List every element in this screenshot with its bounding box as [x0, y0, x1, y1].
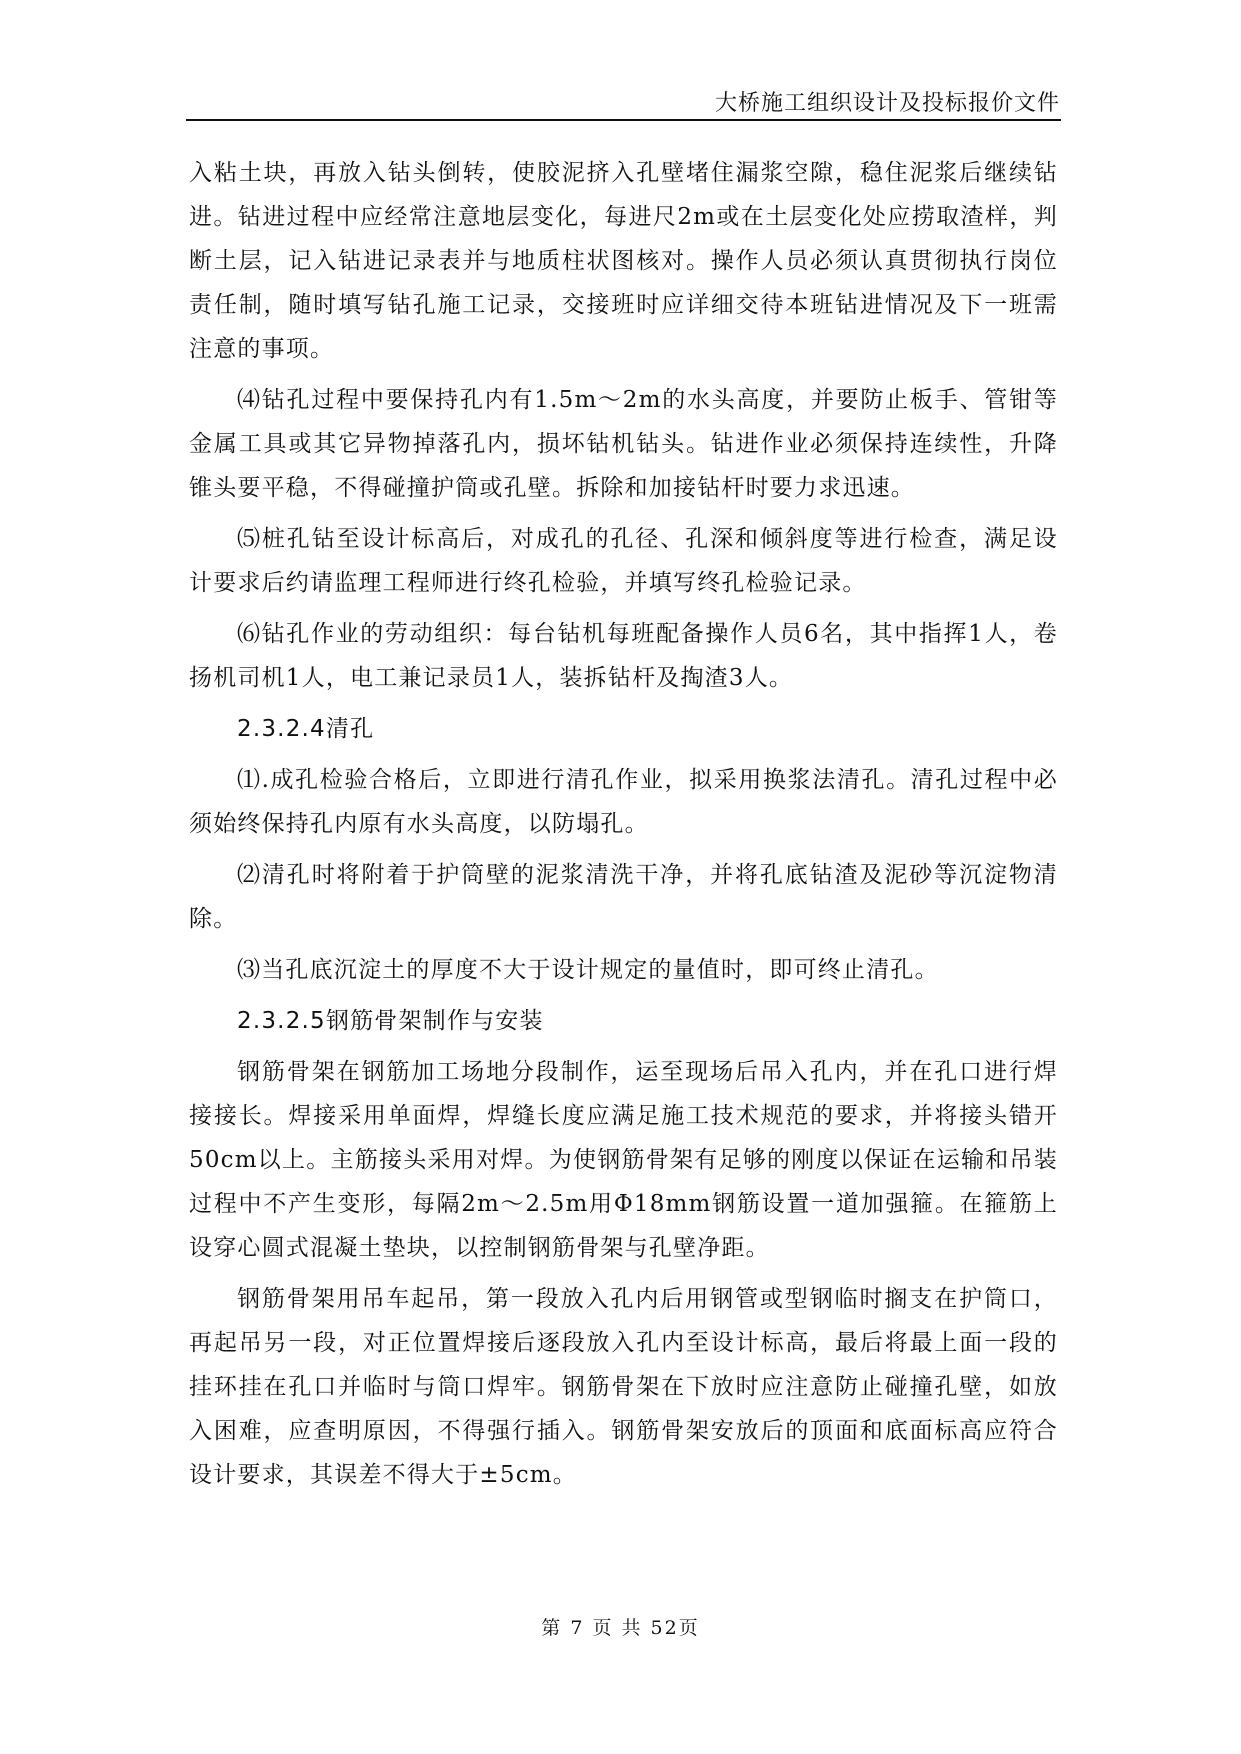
body-paragraph: ⑶当孔底沉淀土的厚度不大于设计规定的量值时，即可终止清孔。: [237, 957, 939, 983]
page-number: 第 7 页 共 52页: [541, 1617, 700, 1639]
body-paragraph: ⑸桩孔钻至设计标高后，对成孔的孔径、孔深和倾斜度等进行检查，满足设计要求后约请监理工程师进行终孔检验，并填写终孔检验记录。: [189, 526, 1058, 596]
body-paragraph: 入粘土块，再放入钻头倒转，使胶泥挤入孔壁堵住漏浆空隙，稳住泥浆后继续钻进。钻进过程中应经常注意地层变化，每进尺2m或在土层变化处应捞取渣样，判断土层，记入钻进记录表并与地质柱状图核对。操作人员必须认真贯彻执行岗位责任制，随时填写钻孔施工记录，交接班时应详细交待本班钻进情况及下一班需注意的事项。: [189, 160, 1058, 362]
body-paragraph: ⑵清孔时将附着于护筒壁的泥浆清洗干净，并将孔底钻渣及泥砂等沉淀物清除。: [189, 862, 1058, 932]
section-heading: 2.3.2.4清孔: [237, 716, 375, 742]
body-paragraph: 钢筋骨架在钢筋加工场地分段制作，运至现场后吊入孔内，并在孔口进行焊接接长。焊接采用单面焊，焊缝长度应满足施工技术规范的要求，并将接头错开50cm以上。主筋接头采用对焊。为使钢筋骨架有足够的刚度以保证在运输和吊装过程中不产生变形，每隔2m～2.5m用Φ18mm钢筋设置一道加强箍。在箍筋上设穿心圆式混凝土垫块，以控制钢筋骨架与孔壁净距。: [189, 1059, 1058, 1261]
header-divider: [186, 119, 1061, 121]
running-header-title: 大桥施工组织设计及投标报价文件: [714, 91, 1060, 116]
body-paragraph: 钢筋骨架用吊车起吊，第一段放入孔内后用钢管或型钢临时搁支在护筒口，再起吊另一段，对正位置焊接后逐段放入孔内至设计标高，最后将最上面一段的挂环挂在孔口并临时与筒口焊牢。钢筋骨架在下放时应注意防止碰撞孔壁，如放入困难，应查明原因，不得强行插入。钢筋骨架安放后的顶面和底面标高应符合设计要求，其误差不得大于±5cm。: [189, 1286, 1058, 1488]
body-paragraph: ⑹钻孔作业的劳动组织：每台钻机每班配备操作人员6名，其中指挥1人，卷扬机司机1人，电工兼记录员1人，装拆钻杆及掏渣3人。: [189, 621, 1058, 691]
body-paragraph: ⑷钻孔过程中要保持孔内有1.5m～2m的水头高度，并要防止板手、管钳等金属工具或其它异物掉落孔内，损坏钻机钻头。钻进作业必须保持连续性，升降锥头要平稳，不得碰撞护筒或孔壁。拆除和加接钻杆时要力求迅速。: [189, 387, 1058, 501]
body-paragraph: ⑴.成孔检验合格后，立即进行清孔作业，拟采用换浆法清孔。清孔过程中必须始终保持孔内原有水头高度，以防塌孔。: [189, 767, 1058, 837]
document-body: [189, 151, 1058, 1497]
section-heading: 2.3.2.5钢筋骨架制作与安装: [237, 1008, 544, 1034]
